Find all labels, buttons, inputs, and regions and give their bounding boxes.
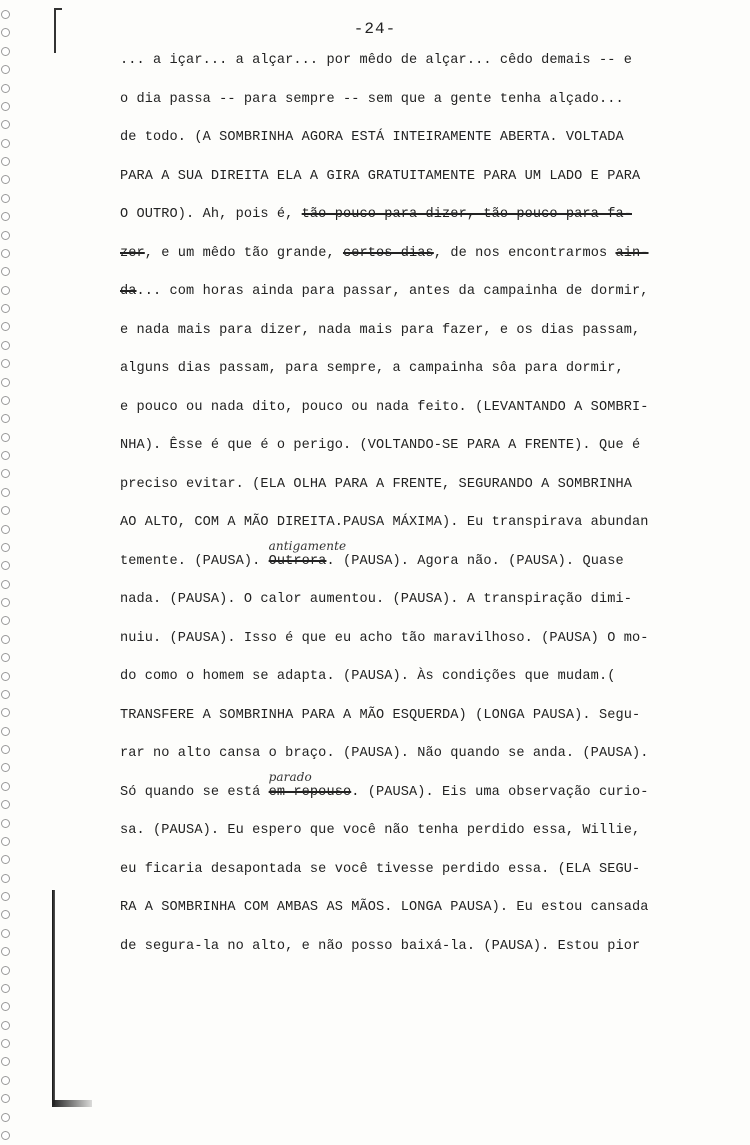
binder-hole: [1, 433, 10, 442]
binder-hole: [1, 322, 10, 331]
binder-hole: [1, 1021, 10, 1030]
text-line: rar no alto cansa o braço. (PAUSA). Não quando se anda. (PAUSA).: [120, 746, 649, 761]
line-segment: , de nos encontrarmos: [433, 245, 616, 261]
text-line: e pouco ou nada dito, pouco ou nada feito. (LEVANTANDO A SOMBRI-: [120, 399, 649, 415]
struck-text: da: [120, 284, 137, 299]
text-line: preciso evitar. (ELA OLHA PARA A FRENTE, SEGURANDO A SOMBRINHA: [120, 476, 632, 492]
binder-hole: [1, 488, 10, 497]
binder-hole: [1, 378, 10, 387]
line-segment: ... com horas ainda para passar, antes da campainha de dormir,: [136, 284, 649, 299]
binder-hole: [1, 672, 10, 681]
text-line: [120, 277, 700, 316]
binder-hole: [1, 396, 10, 405]
binder-hole: [1, 800, 10, 809]
struck-text: tão pouco para dizer, tão pouco para fa-: [301, 207, 632, 222]
binder-hole: [1, 139, 10, 148]
binder-hole: [1, 616, 10, 625]
binder-hole: [1, 506, 10, 515]
binder-hole: [1, 212, 10, 221]
struck-text: certos dias: [342, 245, 434, 261]
binder-hole: [1, 414, 10, 423]
binder-hole: [1, 1076, 10, 1085]
struck-text: em repouso: [268, 784, 352, 800]
binder-hole: [1, 580, 10, 589]
binder-hole: [1, 1094, 10, 1103]
margin-rule-top-cap: [54, 8, 62, 10]
binder-hole: [1, 359, 10, 368]
handwritten-insertion: antigamente: [268, 538, 347, 553]
line-segment: temente. (PAUSA).: [120, 553, 269, 569]
binder-hole: [1, 708, 10, 717]
text-line: do como o homem se adapta. (PAUSA). Às condições que mudam.(: [120, 669, 616, 684]
line-segment: . (PAUSA). Agora não. (PAUSA). Quase: [326, 553, 624, 569]
binder-holes: [1, 10, 15, 1140]
binder-hole: [1, 175, 10, 184]
struck-text: Outrora: [268, 553, 327, 569]
text-line: [120, 538, 700, 586]
binder-hole: [1, 249, 10, 258]
binder-hole: [1, 653, 10, 662]
text-line: [120, 769, 700, 817]
binder-hole: [1, 855, 10, 864]
binder-hole: [1, 598, 10, 607]
binder-hole: [1, 231, 10, 240]
binder-hole: [1, 65, 10, 74]
line-segment: O OUTRO). Ah, pois é,: [120, 207, 302, 222]
text-line: eu ficaria desapontada se você tivesse perdido essa. (ELA SEGU-: [120, 861, 641, 877]
margin-rule-bottom: [52, 890, 55, 1105]
text-line: nuiu. (PAUSA). Isso é que eu acho tão maravilhoso. (PAUSA) O mo-: [120, 630, 649, 646]
binder-hole: [1, 451, 10, 460]
binder-hole: [1, 469, 10, 478]
binder-hole: [1, 102, 10, 111]
binder-hole: [1, 763, 10, 772]
binder-hole: [1, 635, 10, 644]
binder-hole: [1, 929, 10, 938]
struck-text: zer: [120, 245, 145, 261]
line-segment: Só quando se está: [120, 784, 269, 800]
binder-hole: [1, 84, 10, 93]
binder-hole: [1, 194, 10, 203]
binder-hole: [1, 341, 10, 350]
body-text: [120, 46, 700, 970]
binder-hole: [1, 561, 10, 570]
binder-hole: [1, 120, 10, 129]
binder-hole: [1, 966, 10, 975]
margin-rule-bottom-foot: [52, 1100, 92, 1107]
text-line: AO ALTO, COM A MÃO DIREITA.PAUSA MÁXIMA). Eu transpirava abundan: [120, 515, 649, 530]
binder-hole: [1, 304, 10, 313]
text-line: e nada mais para dizer, nada mais para fazer, e os dias passam,: [120, 322, 641, 338]
text-line: RA A SOMBRINHA COM AMBAS AS MÃOS. LONGA PAUSA). Eu estou cansada: [120, 900, 649, 915]
text-line: PARA A SUA DIREITA ELA A GIRA GRATUITAMENTE PARA UM LADO E PARA: [120, 168, 641, 184]
binder-hole: [1, 782, 10, 791]
text-line: sa. (PAUSA). Eu espero que você não tenha perdido essa, Willie,: [120, 823, 641, 838]
binder-hole: [1, 543, 10, 552]
text-line: alguns dias passam, para sempre, a campainha sôa para dormir,: [120, 361, 624, 376]
text-line: TRANSFERE A SOMBRINHA PARA A MÃO ESQUERDA) (LONGA PAUSA). Segu-: [120, 707, 641, 723]
binder-hole: [1, 1131, 10, 1140]
binder-hole: [1, 984, 10, 993]
binder-hole: [1, 690, 10, 699]
binder-hole: [1, 727, 10, 736]
binder-hole: [1, 874, 10, 883]
binder-hole: [1, 892, 10, 901]
text-line: [120, 200, 700, 239]
text-line: [120, 239, 700, 278]
handwritten-insertion: parado: [268, 769, 312, 784]
binder-hole: [1, 1002, 10, 1011]
correction: [268, 769, 352, 808]
struck-text: ain-: [615, 245, 649, 261]
text-line: o dia passa -- para sempre -- sem que a gente tenha alçado...: [120, 91, 624, 107]
text-line: NHA). Êsse é que é o perigo. (VOLTANDO-SE PARA A FRENTE). Que é: [120, 438, 641, 453]
binder-hole: [1, 1113, 10, 1122]
binder-hole: [1, 157, 10, 166]
binder-hole: [1, 267, 10, 276]
binder-hole: [1, 1057, 10, 1066]
text-line: nada. (PAUSA). O calor aumentou. (PAUSA). A transpiração dimi-: [120, 592, 632, 607]
binder-hole: [1, 10, 10, 19]
correction: [268, 538, 347, 577]
text-line: ... a içar... a alçar... por mêdo de alçar... cêdo demais -- e: [120, 53, 632, 68]
binder-hole: [1, 525, 10, 534]
text-line: de segura-la no alto, e não posso baixá-la. (PAUSA). Estou pior: [120, 938, 641, 954]
binder-hole: [1, 47, 10, 56]
binder-hole: [1, 947, 10, 956]
binder-hole: [1, 1039, 10, 1048]
binder-hole: [1, 819, 10, 828]
binder-hole: [1, 286, 10, 295]
binder-hole: [1, 910, 10, 919]
line-segment: , e um mêdo tão grande,: [144, 245, 343, 261]
page-number: -24-: [353, 20, 397, 38]
binder-hole: [1, 745, 10, 754]
binder-hole: [1, 837, 10, 846]
text-line: de todo. (A SOMBRINHA AGORA ESTÁ INTEIRAMENTE ABERTA. VOLTADA: [120, 130, 624, 145]
line-segment: . (PAUSA). Eis uma observação curio-: [351, 784, 649, 800]
